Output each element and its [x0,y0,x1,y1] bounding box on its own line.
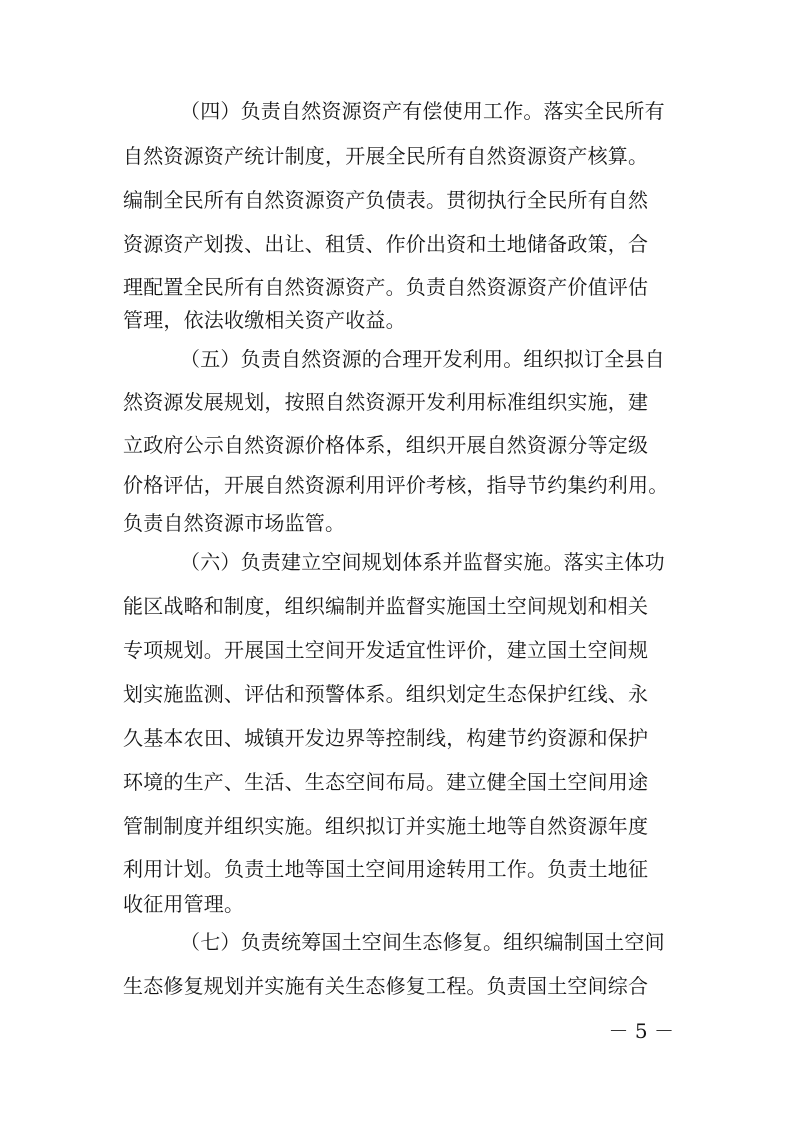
text-line: 划实施监测、评估和预警体系。组织划定生态保护红线、永 [123,682,649,706]
page-number: － 5 － [608,1019,674,1043]
text-line: 环境的生产、生活、生态空间布局。建立健全国土空间用途 [123,770,649,794]
text-line: 专项规划。开展国土空间开发适宜性评价，建立国土空间规 [123,638,649,662]
text-line: 理配置全民所有自然资源资产。负责自然资源资产价值评估 [123,275,649,299]
text-line: 然资源发展规划，按照自然资源开发利用标准组织实施，建 [123,390,649,414]
text-line: 负责自然资源市场监管。 [123,511,346,535]
text-line: （七）负责统筹国土空间生态修复。组织编制国土空间 [180,930,665,954]
text-line: 自然资源资产统计制度，开展全民所有自然资源资产核算。 [123,144,649,168]
text-line: 生态修复规划并实施有关生态修复工程。负责国土空间综合 [123,974,649,998]
text-line: 久基本农田、城镇开发边界等控制线，构建节约资源和保护 [123,726,649,750]
text-line: 管制制度并组织实施。组织拟订并实施土地等自然资源年度 [123,814,649,838]
text-line: 资源资产划拨、出让、租赁、作价出资和土地储备政策，合 [123,232,649,256]
text-line: 收征用管理。 [123,892,245,916]
text-line: 价格评估，开展自然资源利用评价考核，指导节约集约利用。 [123,473,669,497]
text-line: 利用计划。负责土地等国土空间用途转用工作。负责土地征 [123,857,649,881]
text-line: 能区战略和制度，组织编制并监督实施国土空间规划和相关 [123,594,649,618]
text-line: （四）负责自然资源资产有偿使用工作。落实全民所有 [180,99,665,123]
text-line: 编制全民所有自然资源资产负债表。贯彻执行全民所有自然 [123,188,649,212]
text-line: （五）负责自然资源的合理开发利用。组织拟订全县自 [180,347,665,371]
text-line: （六）负责建立空间规划体系并监督实施。落实主体功 [180,550,665,574]
text-line: 管理，依法收缴相关资产收益。 [123,308,406,332]
text-line: 立政府公示自然资源价格体系，组织开展自然资源分等定级 [123,433,649,457]
